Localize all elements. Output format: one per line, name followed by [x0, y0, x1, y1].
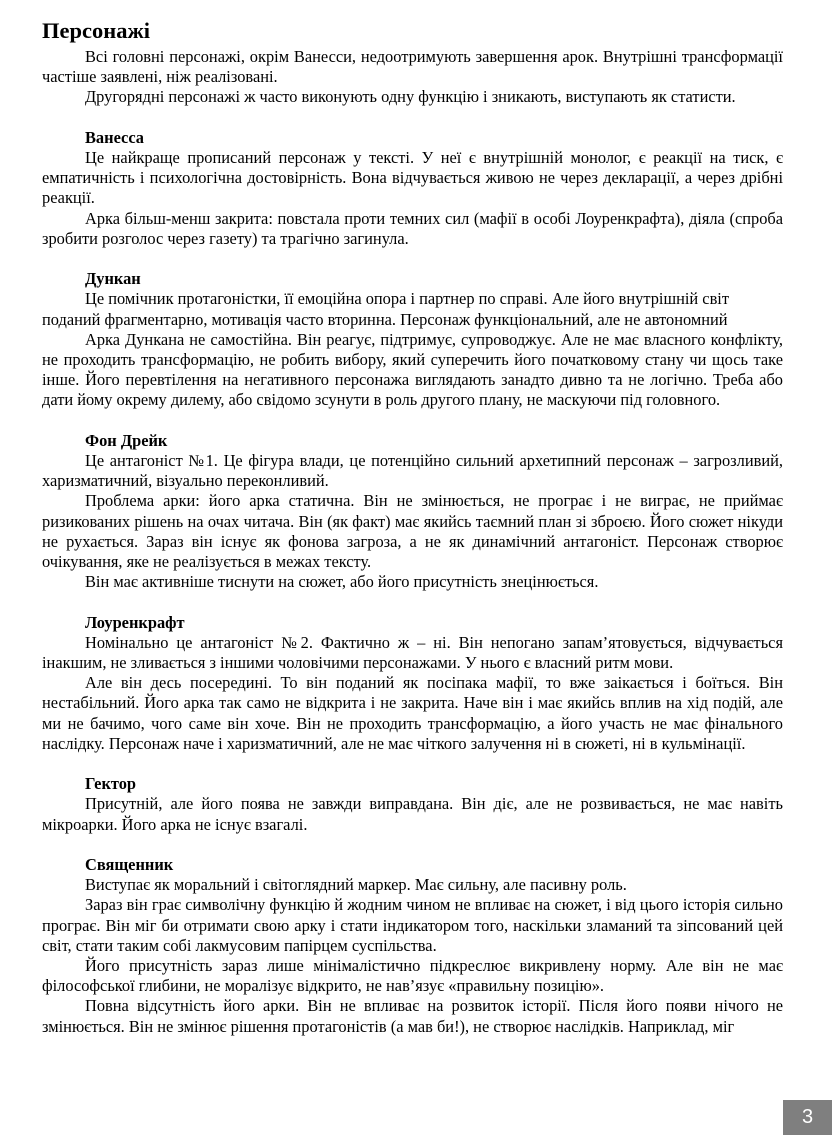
paragraph: Це найкраще прописаний персонаж у тексті. У неї є внутрішній монолог, є реакції на тиск, є емпатичність і психологічна достовірність. Вона відчувається живою не через декларації, а через дрібні реакції. — [42, 148, 783, 208]
page-number: 3 — [783, 1100, 832, 1135]
paragraph: Повна відсутність його арки. Він не впливає на розвиток історії. Після його появи нічого не змінюється. Він не змінює рішення протагоністів (а мав би!), не створює наслідків. Наприклад, міг — [42, 996, 783, 1036]
paragraph: Проблема арки: його арка статична. Він не змінюється, не програє і не виграє, не приймає ризикованих рішень на очах читача. Він (як факт) має якийсь таємний план зі зброєю. Його сюжет нікуди не рухається. Зараз він існує як фонова загроза, а не як динамічний антагоніст. Персонаж створює очікування, яке не реалізується в межах тексту. — [42, 491, 783, 572]
section-priest — [42, 855, 783, 1037]
section-duncan — [42, 269, 783, 410]
section-title: Дункан — [85, 269, 141, 289]
page-title: Персонажі — [42, 18, 151, 43]
paragraph: Він має активніше тиснути на сюжет, або його присутність знецінюється. — [85, 572, 599, 592]
section-von-drake — [42, 431, 783, 593]
intro-paragraph: Всі головні персонажі, окрім Ванесси, недоотримують завершення арок. Внутрішні трансформації частіше заявлені, ніж реалізовані. — [42, 47, 783, 87]
document-page — [42, 16, 783, 1037]
section-title: Фон Дрейк — [85, 430, 168, 450]
paragraph: Арка Дункана не самостійна. Він реагує, підтримує, супроводжує. Але не має власного конфлікту, не проходить трансформацію, не робить вибору, який суперечить його початковому стану чи щось таке інше. Його перевтілення на негативного персонажа виглядають занадто дивно та не логічно. Треба або дати йому окрему дилему, або свідомо зсунути в роль другого плану, не маскуючи під головного. — [42, 329, 783, 410]
paragraph: Виступає як моральний і світоглядний маркер. Має сильну, але пасивну роль. — [85, 875, 627, 895]
paragraph: Це помічник протагоністки, її емоційна опора і партнер по справі. Але його внутрішній світ поданий фрагментарно, мотивація часто вторинна. Персонаж функціональний, але не автономний — [42, 289, 730, 329]
section-title: Лоуренкрафт — [85, 612, 185, 632]
section-lawrencecraft — [42, 613, 783, 754]
section-title: Гектор — [85, 774, 137, 794]
paragraph: Це антагоніст №1. Це фігура влади, це потенційно сильний архетипний персонаж – загрозливий, харизматичний, візуально переконливий. — [42, 451, 783, 491]
section-title: Священник — [85, 855, 174, 875]
paragraph: Номінально це антагоніст №2. Фактично ж – ні. Він непогано запам’ятовується, відчувається інакшим, не зливається з іншими чоловічими персонажами. У нього є власний ритм мови. — [42, 632, 783, 673]
paragraph: Але він десь посередині. То він поданий як посіпака мафії, то вже заікається і боїться. Він нестабільний. Його арка так само не відкрита і не закрита. Наче він і має якийсь вплив на хід подій, але ми не бачимо, чого саме він хоче. Він не проходить трансформацію, а його участь не має фінального наслідку. Персонаж наче і харизматичний, але не має чіткого залучення ні в сюжеті, ні в кульмінації. — [42, 673, 783, 753]
intro-paragraph: Другорядні персонажі ж часто виконують одну функцію і зникають, виступають як статисти. — [85, 87, 736, 107]
paragraph: Зараз він грає символічну функцію й жодним чином не впливає на сюжет, і від цього історія сильно програє. Він міг би отримати свою арку і стати індикатором того, наскільки зламаний та зіпсований цей світ, стати таким собі лакмусовим папірцем суспільства. — [42, 895, 783, 955]
paragraph: Його присутність зараз лише мінімалістично підкреслює викривлену норму. Але він не має філософської глибини, не моралізує відкрито, не нав’язує «правильну позицію». — [42, 956, 783, 996]
section-vanessa — [42, 128, 783, 249]
paragraph: Арка більш-менш закрита: повстала проти темних сил (мафії в особі Лоуренкрафта), діяла (спроба зробити розголос через газету) та трагічно загинула. — [42, 208, 783, 248]
paragraph: Присутній, але його поява не завжди виправдана. Він діє, але не розвивається, не має навіть мікроарки. Його арка не існує взагалі. — [42, 794, 783, 834]
section-title: Ванесса — [85, 127, 144, 147]
section-hector — [42, 774, 783, 835]
